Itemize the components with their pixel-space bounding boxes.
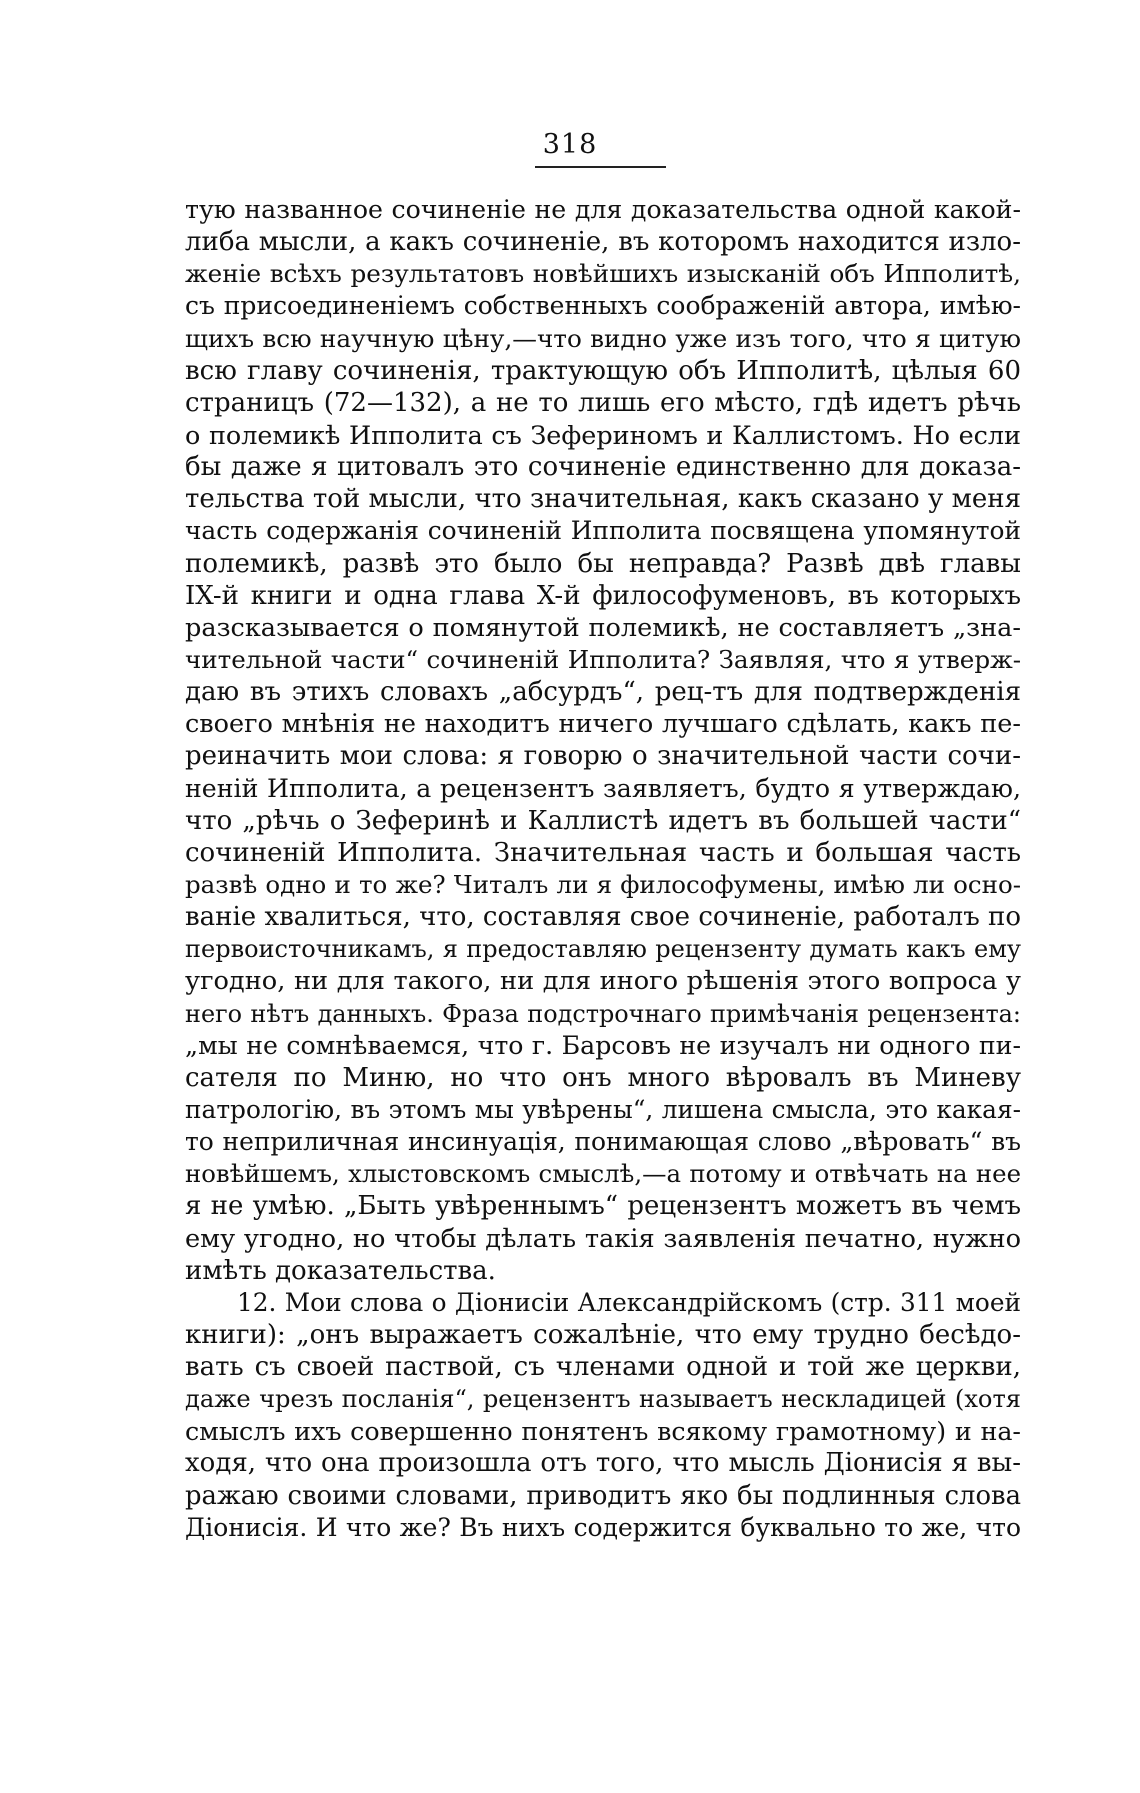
text-line: реиначить мои слова: я говорю о значительной части сочи- bbox=[185, 741, 1021, 772]
body-text bbox=[185, 194, 1021, 1544]
text-line: бы даже я цитовалъ это сочиненіе единственно для доказа- bbox=[185, 452, 1021, 483]
text-line: IX-й книги и одна глава X-й философуменовъ, въ которыхъ bbox=[185, 580, 1021, 611]
text-line: я не умѣю. „Быть увѣреннымъ“ рецензентъ можетъ въ чемъ bbox=[185, 1191, 1021, 1222]
text-line: развѣ одно и то же? Читалъ ли я философумены, имѣю ли осно- bbox=[185, 869, 1021, 899]
text-line: полемикѣ, развѣ это было бы неправда? Развѣ двѣ главы bbox=[185, 548, 1021, 579]
text-line: даю въ этихъ словахъ „абсурдъ“, рец-тъ для подтвержденія bbox=[185, 677, 1021, 708]
text-line: ему угодно, но чтобы дѣлать такія заявленія печатно, нужно bbox=[185, 1223, 1021, 1254]
text-line: разсказывается о помянутой полемикѣ, не составляетъ „зна- bbox=[185, 612, 1021, 643]
text-line: Діонисія. И что же? Въ нихъ содержится буквально то же, что bbox=[185, 1512, 1021, 1542]
text-line: ражаю своими словами, приводитъ яко бы подлинныя слова bbox=[185, 1480, 1021, 1511]
text-line: ходя, что она произошла отъ того, что мысль Діонисія я вы- bbox=[185, 1448, 1021, 1479]
page-number: 318 bbox=[542, 129, 598, 160]
text-line: щихъ всю научную цѣну,—что видно уже изъ того, что я цитую bbox=[185, 323, 1021, 353]
text-line: вать съ своей паствой, съ членами одной и той же церкви, bbox=[185, 1352, 1021, 1383]
text-line: съ присоединеніемъ собственныхъ соображеній автора, имѣю- bbox=[185, 291, 1021, 321]
text-line: угодно, ни для такого, ни для иного рѣшенія этого вопроса у bbox=[185, 966, 1021, 997]
text-line: сателя по Миню, но что онъ много вѣровалъ въ Миневу bbox=[185, 1062, 1021, 1093]
text-line: него нѣтъ данныхъ. Фраза подстрочнаго примѣчанія рецензента: bbox=[185, 999, 1021, 1028]
text-line: сочиненій Ипполита. Значительная часть и большая часть bbox=[185, 837, 1021, 868]
text-line: неній Ипполита, а рецензентъ заявляетъ, будто я утверждаю, bbox=[185, 773, 1021, 803]
text-line: новѣйшемъ, хлыстовскомъ смыслѣ,—а потому и отвѣчать на нее bbox=[185, 1159, 1021, 1189]
text-line: „мы не сомнѣваемся, что г. Барсовъ не изучалъ ни одного пи- bbox=[185, 1030, 1021, 1060]
text-line: тую названное сочиненіе не для доказательства одной какой- bbox=[185, 195, 1021, 224]
paragraph-start-line: 12. Мои слова о Діонисіи Александрійскомъ (стр. 311 моей bbox=[237, 1287, 1021, 1317]
text-line: даже чрезъ посланія“, рецензентъ называетъ нескладицей (хотя bbox=[185, 1385, 1021, 1414]
text-line: что „рѣчь о Зеферинѣ и Каллистѣ идетъ въ большей части“ bbox=[185, 805, 1021, 836]
text-line: страницъ (72—132), а не то лишь его мѣсто, гдѣ идетъ рѣчь bbox=[185, 387, 1021, 418]
text-line: книги): „онъ выражаетъ сожалѣніе, что ему трудно бесѣдо- bbox=[185, 1319, 1021, 1350]
text-line: о полемикѣ Ипполита съ Зефериномъ и Каллистомъ. Но если bbox=[185, 419, 1021, 450]
text-line: чительной части“ сочиненій Ипполита? Заявляя, что я утверж- bbox=[185, 644, 1021, 674]
text-line: имѣть доказательства. bbox=[185, 1255, 496, 1286]
text-line: всю главу сочиненія, трактующую объ Ипполитѣ, цѣлыя 60 bbox=[185, 355, 1021, 386]
text-line: своего мнѣнія не находитъ ничего лучшаго сдѣлать, какъ пе- bbox=[185, 709, 1021, 740]
text-line: то неприличная инсинуація, понимающая слово „вѣровать“ въ bbox=[185, 1127, 1021, 1157]
text-line: смыслъ ихъ совершенно понятенъ всякому грамотному) и на- bbox=[185, 1416, 1021, 1447]
text-line: патрологію, въ этомъ мы увѣрены“, лишена смысла, это какая- bbox=[185, 1094, 1021, 1124]
text-line: ваніе хвалиться, что, составляя свое сочиненіе, работалъ по bbox=[185, 902, 1021, 933]
text-line: тельства той мысли, что значительная, какъ сказано у меня bbox=[185, 484, 1021, 515]
text-line: либа мысли, а какъ сочиненіе, въ которомъ находится изло- bbox=[185, 227, 1021, 258]
text-line: часть содержанія сочиненій Ипполита посвящена упомянутой bbox=[185, 516, 1021, 546]
text-line: первоисточникамъ, я предоставляю рецензенту думать какъ ему bbox=[185, 935, 1021, 964]
text-line: женіе всѣхъ результатовъ новѣйшихъ изысканій объ Ипполитѣ, bbox=[185, 259, 1021, 289]
page-number-rule bbox=[535, 166, 666, 168]
